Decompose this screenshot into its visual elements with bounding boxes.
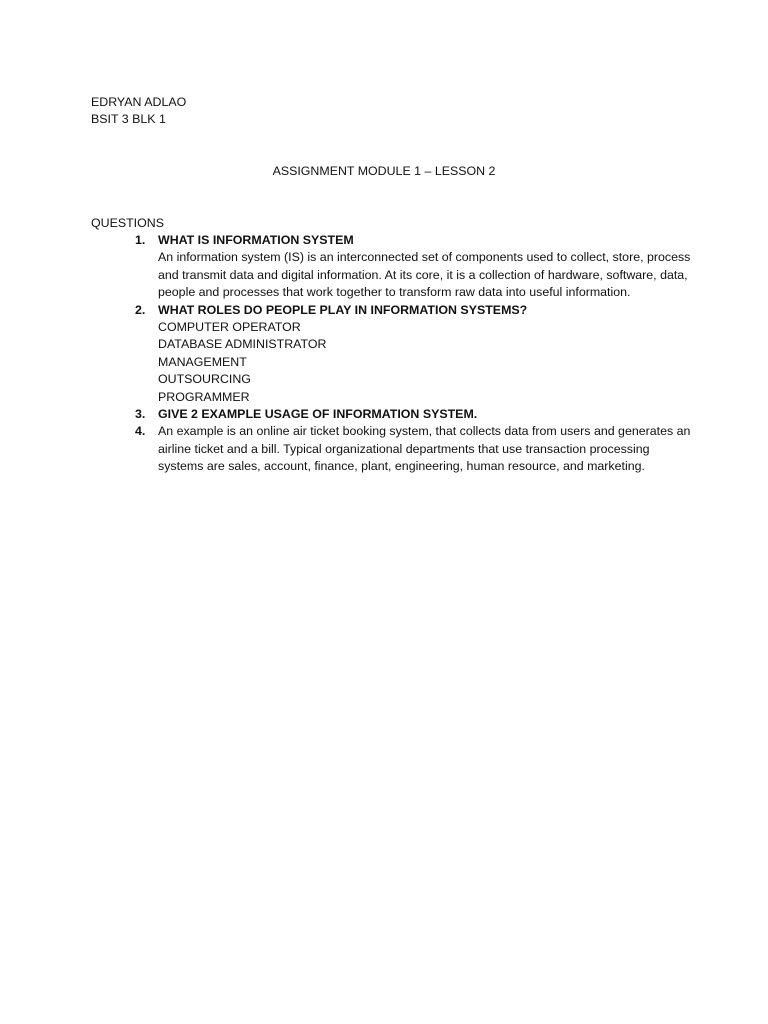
document-title: ASSIGNMENT MODULE 1 – LESSON 2	[272, 164, 496, 178]
role-item: PROGRAMMER	[158, 389, 250, 404]
question-text: WHAT IS INFORMATION SYSTEM	[158, 233, 354, 247]
author-block	[91, 94, 186, 129]
question-item-1	[91, 232, 691, 302]
question-number: 2.	[135, 302, 146, 317]
question-text: GIVE 2 EXAMPLE USAGE OF INFORMATION SYSTEM.	[158, 407, 478, 422]
question-item-4	[91, 423, 691, 475]
role-item: MANAGEMENT	[158, 354, 247, 369]
question-item-2	[91, 302, 691, 406]
answer-text: An information system (IS) is an interconnected set of components used to collect, store, process and transmit data and digital information. At its core, it is a collection of hardware, software, data, people and processes that work together to transform raw data into useful information.	[158, 250, 691, 300]
role-item: OUTSOURCING	[158, 372, 251, 387]
role-item: COMPUTER OPERATOR	[158, 320, 301, 335]
author-name: EDRYAN ADLAO	[91, 95, 187, 109]
question-number: 3.	[135, 407, 146, 422]
question-text: WHAT ROLES DO PEOPLE PLAY IN INFORMATION SYSTEMS?	[158, 302, 528, 317]
role-item: DATABASE ADMINISTRATOR	[158, 337, 327, 352]
answer-text: An example is an online air ticket booking system, that collects data from users and generates an airline ticket and a bill. Typical organizational departments that use transaction processing systems are sales, account, finance, plant, engineering, human resource, and marketing.	[158, 424, 691, 474]
questions-list	[91, 232, 691, 476]
questions-heading: QUESTIONS	[91, 216, 164, 230]
question-item-3	[91, 406, 691, 423]
question-number: 1.	[135, 233, 146, 247]
author-section: BSIT 3 BLK 1	[91, 112, 166, 127]
question-number: 4.	[135, 424, 146, 439]
roles-list	[158, 319, 691, 406]
